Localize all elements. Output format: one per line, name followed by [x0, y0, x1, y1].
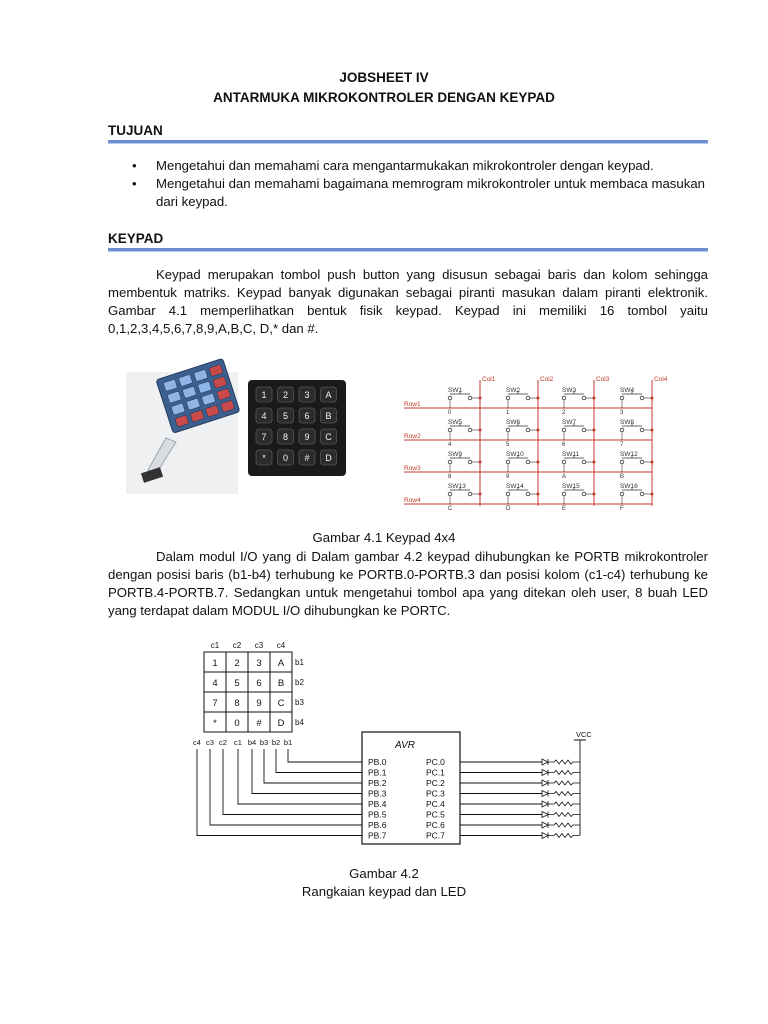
keypad-key-label: 8 — [282, 432, 289, 442]
switch-contact — [562, 396, 566, 400]
column-label: c2 — [232, 641, 242, 650]
column-label: Col1 — [482, 376, 496, 383]
keypad-cell-label: 8 — [234, 698, 240, 709]
led-icon — [542, 801, 548, 807]
switch-label: SW11 — [562, 451, 580, 458]
wire — [276, 749, 362, 773]
switch-contact — [562, 492, 566, 496]
switch-contact — [526, 460, 530, 464]
switch-contact — [468, 396, 472, 400]
key-label: 9 — [506, 474, 510, 480]
key-label: F — [620, 506, 624, 512]
wire-label: b3 — [259, 738, 269, 747]
keypad-cell-label: 6 — [256, 678, 262, 689]
junction-dot — [651, 429, 654, 432]
membrane-keypad-photo — [126, 372, 238, 494]
switch-contact — [448, 428, 452, 432]
key-label: C — [448, 506, 453, 512]
objective-list — [128, 157, 708, 211]
keypad-key-label: 2 — [282, 390, 289, 400]
resistor-icon — [548, 781, 580, 785]
keypad-cell-label: 5 — [234, 678, 240, 689]
keypad-cell-label: C — [277, 698, 285, 709]
portc-pin-label: PC.2 — [426, 778, 445, 788]
section-rule — [108, 248, 708, 252]
switch-contact — [620, 460, 624, 464]
switch-contact — [620, 492, 624, 496]
bullet-icon: • — [132, 158, 137, 173]
row-label: b3 — [295, 698, 304, 707]
switch-label: SW12 — [620, 451, 638, 458]
led-icon — [542, 791, 548, 797]
key-label: 8 — [448, 474, 452, 480]
keypad-matrix-schematic — [402, 372, 668, 512]
junction-dot — [593, 493, 596, 496]
keypad-key-label: 0 — [282, 453, 289, 463]
keypad-key-label: * — [262, 453, 266, 463]
key-label: 5 — [506, 442, 510, 448]
switch-label: SW8 — [620, 419, 635, 426]
row-label: Row1 — [404, 401, 421, 408]
switch-contact — [640, 428, 644, 432]
switch-contact — [506, 460, 510, 464]
row-label: Row2 — [404, 433, 421, 440]
switch-label: SW6 — [506, 419, 521, 426]
resistor-icon — [548, 802, 580, 806]
portc-pin-label: PC.5 — [426, 809, 445, 820]
keypad-cell-label: 1 — [212, 658, 218, 669]
resistor-icon — [548, 760, 580, 764]
switch-contact — [468, 428, 472, 432]
switch-label: SW15 — [562, 483, 580, 490]
key-label: 2 — [562, 410, 566, 416]
key-label: 1 — [506, 410, 510, 416]
keypad-cell-label: B — [277, 678, 285, 689]
doc-subtitle: ANTARMUKA MIKROKONTROLER DENGAN KEYPAD — [213, 90, 555, 105]
keypad-key-label: 7 — [261, 432, 267, 442]
switch-contact — [468, 492, 472, 496]
wire — [238, 749, 362, 804]
switch-label: SW4 — [620, 387, 635, 394]
column-label: Col4 — [654, 376, 668, 383]
junction-dot — [537, 493, 540, 496]
switch-label: SW7 — [562, 419, 577, 426]
portb-pin-label: PB.0 — [368, 757, 387, 767]
column-label: c3 — [254, 641, 264, 650]
keypad-key-label: # — [304, 453, 310, 463]
switch-label: SW9 — [448, 451, 463, 458]
switch-contact — [506, 428, 510, 432]
switch-contact — [562, 460, 566, 464]
wire — [223, 749, 362, 815]
section-rule — [108, 140, 708, 144]
key-label: E — [562, 506, 567, 512]
led-icon — [542, 812, 548, 818]
junction-dot — [479, 493, 482, 496]
keypad-cell-label: * — [213, 718, 217, 729]
keypad-key-label: 9 — [304, 432, 310, 442]
switch-contact — [620, 396, 624, 400]
portb-pin-label: PB.5 — [368, 809, 387, 820]
switch-contact — [582, 396, 586, 400]
column-label: c1 — [210, 641, 220, 650]
key-label: 4 — [448, 442, 452, 448]
junction-dot — [537, 397, 540, 400]
portb-pin-label: PB.7 — [368, 830, 387, 841]
keypad-cell-label: 3 — [256, 658, 262, 669]
switch-contact — [582, 460, 586, 464]
key-label: D — [506, 506, 511, 512]
led-icon — [542, 833, 548, 839]
junction-dot — [537, 461, 540, 464]
switch-label: SW3 — [562, 387, 577, 394]
wire-label: c4 — [193, 738, 201, 747]
switch-contact — [640, 396, 644, 400]
switch-label: SW14 — [506, 483, 524, 490]
portb-pin-label: PB.3 — [368, 788, 387, 799]
row-label: Row4 — [404, 497, 421, 504]
wire — [252, 749, 362, 794]
portb-pin-label: PB.2 — [368, 778, 387, 788]
avr-chip-label: AVR — [394, 740, 416, 751]
key-label: 7 — [620, 442, 624, 448]
keypad-key-label: 5 — [282, 411, 289, 421]
list-item: • Mengetahui dan memahami bagaimana memrogram mikrokontroler untuk membaca masukan dari keypad. — [132, 176, 706, 209]
keypad-cell-label: 0 — [234, 718, 240, 729]
switch-contact — [640, 460, 644, 464]
resistor-icon — [548, 823, 580, 827]
figure-caption-2-text: Rangkaian keypad dan LED — [301, 884, 467, 899]
row-label: b1 — [295, 658, 304, 667]
list-item: • Mengetahui dan memahami cara mengantarmukakan mikrokontroler dengan keypad. — [132, 158, 654, 173]
switch-contact — [448, 492, 452, 496]
wire-label: c3 — [206, 738, 214, 747]
portb-pin-label: PB.6 — [368, 820, 387, 830]
switch-contact — [582, 428, 586, 432]
portc-pin-label: PC.0 — [426, 757, 445, 767]
figure-caption-1: Gambar 4.1 Keypad 4x4 — [312, 530, 456, 545]
switch-label: SW1 — [448, 387, 463, 394]
portc-pin-label: PC.3 — [426, 788, 445, 799]
switch-contact — [506, 396, 510, 400]
keypad-cell-label: 7 — [212, 698, 218, 709]
keypad-cell-label: 4 — [212, 678, 218, 689]
row-label: b2 — [295, 678, 304, 687]
key-label: 3 — [620, 410, 624, 416]
junction-dot — [651, 397, 654, 400]
portb-pin-label: PB.1 — [368, 767, 387, 778]
black-keypad-photo — [248, 380, 346, 476]
switch-contact — [526, 428, 530, 432]
switch-label: SW5 — [448, 419, 463, 426]
portc-pin-label: PC.6 — [426, 820, 445, 830]
switch-contact — [448, 396, 452, 400]
junction-dot — [593, 429, 596, 432]
resistor-icon — [548, 792, 580, 796]
row-label: b4 — [295, 718, 304, 727]
key-label: A — [562, 474, 567, 480]
switch-label: SW13 — [448, 483, 466, 490]
wire-label: b2 — [271, 738, 281, 747]
switch-contact — [526, 492, 530, 496]
key-label: 0 — [448, 410, 452, 416]
switch-contact — [506, 492, 510, 496]
wire — [288, 749, 362, 762]
keypad-key-label: 1 — [261, 390, 267, 400]
portc-pin-label: PC.4 — [426, 799, 445, 809]
junction-dot — [479, 461, 482, 464]
junction-dot — [479, 429, 482, 432]
resistor-icon — [548, 771, 580, 775]
wire-label: b1 — [283, 738, 293, 747]
row-label: Row3 — [404, 465, 421, 472]
keypad-key-label: 4 — [261, 411, 267, 421]
keypad-cell-label: # — [256, 718, 262, 729]
switch-contact — [562, 428, 566, 432]
keypad-key-label: 3 — [304, 390, 310, 400]
keypad-cell-label: 2 — [234, 658, 240, 669]
resistor-icon — [548, 834, 580, 838]
keypad-cell-label: A — [277, 658, 285, 669]
wire-label: c2 — [219, 738, 227, 747]
section-heading-keypad: KEYPAD — [108, 231, 164, 246]
section-heading-tujuan: TUJUAN — [108, 123, 163, 138]
junction-dot — [593, 461, 596, 464]
switch-contact — [582, 492, 586, 496]
figure-caption-2-number: Gambar 4.2 — [349, 866, 419, 881]
portc-pin-label: PC.7 — [426, 830, 445, 841]
keypad-led-circuit — [190, 638, 610, 848]
key-label: 6 — [562, 442, 566, 448]
switch-label: SW10 — [506, 451, 524, 458]
switch-label: SW2 — [506, 387, 521, 394]
vcc-label: VCC — [576, 730, 592, 739]
junction-dot — [537, 429, 540, 432]
wire-label: b4 — [247, 738, 257, 747]
portc-pin-label: PC.1 — [426, 767, 445, 778]
led-icon — [542, 822, 548, 828]
switch-label: SW16 — [620, 483, 638, 490]
column-label: Col3 — [596, 376, 610, 383]
column-label: c4 — [276, 641, 286, 650]
switch-contact — [448, 460, 452, 464]
bullet-icon: • — [132, 176, 137, 191]
junction-dot — [651, 493, 654, 496]
keypad-paragraph-1: Keypad merupakan tombol push button yang disusun sebagai baris dan kolom sehingga membentuk matriks. Keypad banyak digunakan sebagai piranti masukan dalam piranti elektronik. Gambar 4.1 memperlihatkan bentuk fisik keypad. Keypad ini memiliki 16 tombol yaitu 0,1,2,3,4,5,6,7,8,9,A,B,C, D,* dan #. — [108, 267, 708, 336]
wire — [210, 749, 362, 825]
keypad-key-label: B — [325, 411, 332, 421]
junction-dot — [651, 461, 654, 464]
keypad-cell-label: D — [277, 718, 285, 729]
switch-contact — [620, 428, 624, 432]
keypad-key-label: 6 — [304, 411, 310, 421]
led-icon — [542, 770, 548, 776]
keypad-key-label: D — [325, 453, 332, 463]
portb-pin-label: PB.4 — [368, 799, 387, 809]
switch-contact — [468, 460, 472, 464]
junction-dot — [479, 397, 482, 400]
led-icon — [542, 780, 548, 786]
doc-title: JOBSHEET IV — [339, 70, 429, 85]
switch-contact — [640, 492, 644, 496]
keypad-cell-label: 9 — [256, 698, 262, 709]
keypad-key-label: C — [325, 432, 332, 442]
key-label: B — [620, 474, 625, 480]
resistor-icon — [548, 813, 580, 817]
keypad-key-label: A — [325, 390, 332, 400]
wire — [264, 749, 362, 783]
column-label: Col2 — [540, 376, 554, 383]
led-icon — [542, 759, 548, 765]
junction-dot — [593, 397, 596, 400]
wire-label: c1 — [234, 738, 242, 747]
keypad-paragraph-2: Dalam modul I/O yang di Dalam gambar 4.2 keypad dihubungkan ke PORTB mikrokontroler dengan posisi baris (b1-b4) terhubung ke PORTB.0-PORTB.3 dan posisi kolom (c1-c4) terhubung ke PORTB.4-PORTB.7. Sedangkan untuk mengetahui tombol apa yang ditekan oleh user, 8 buah LED yang terdapat dalam MODUL I/O dihubungkan ke PORTC. — [108, 549, 708, 618]
switch-contact — [526, 396, 530, 400]
